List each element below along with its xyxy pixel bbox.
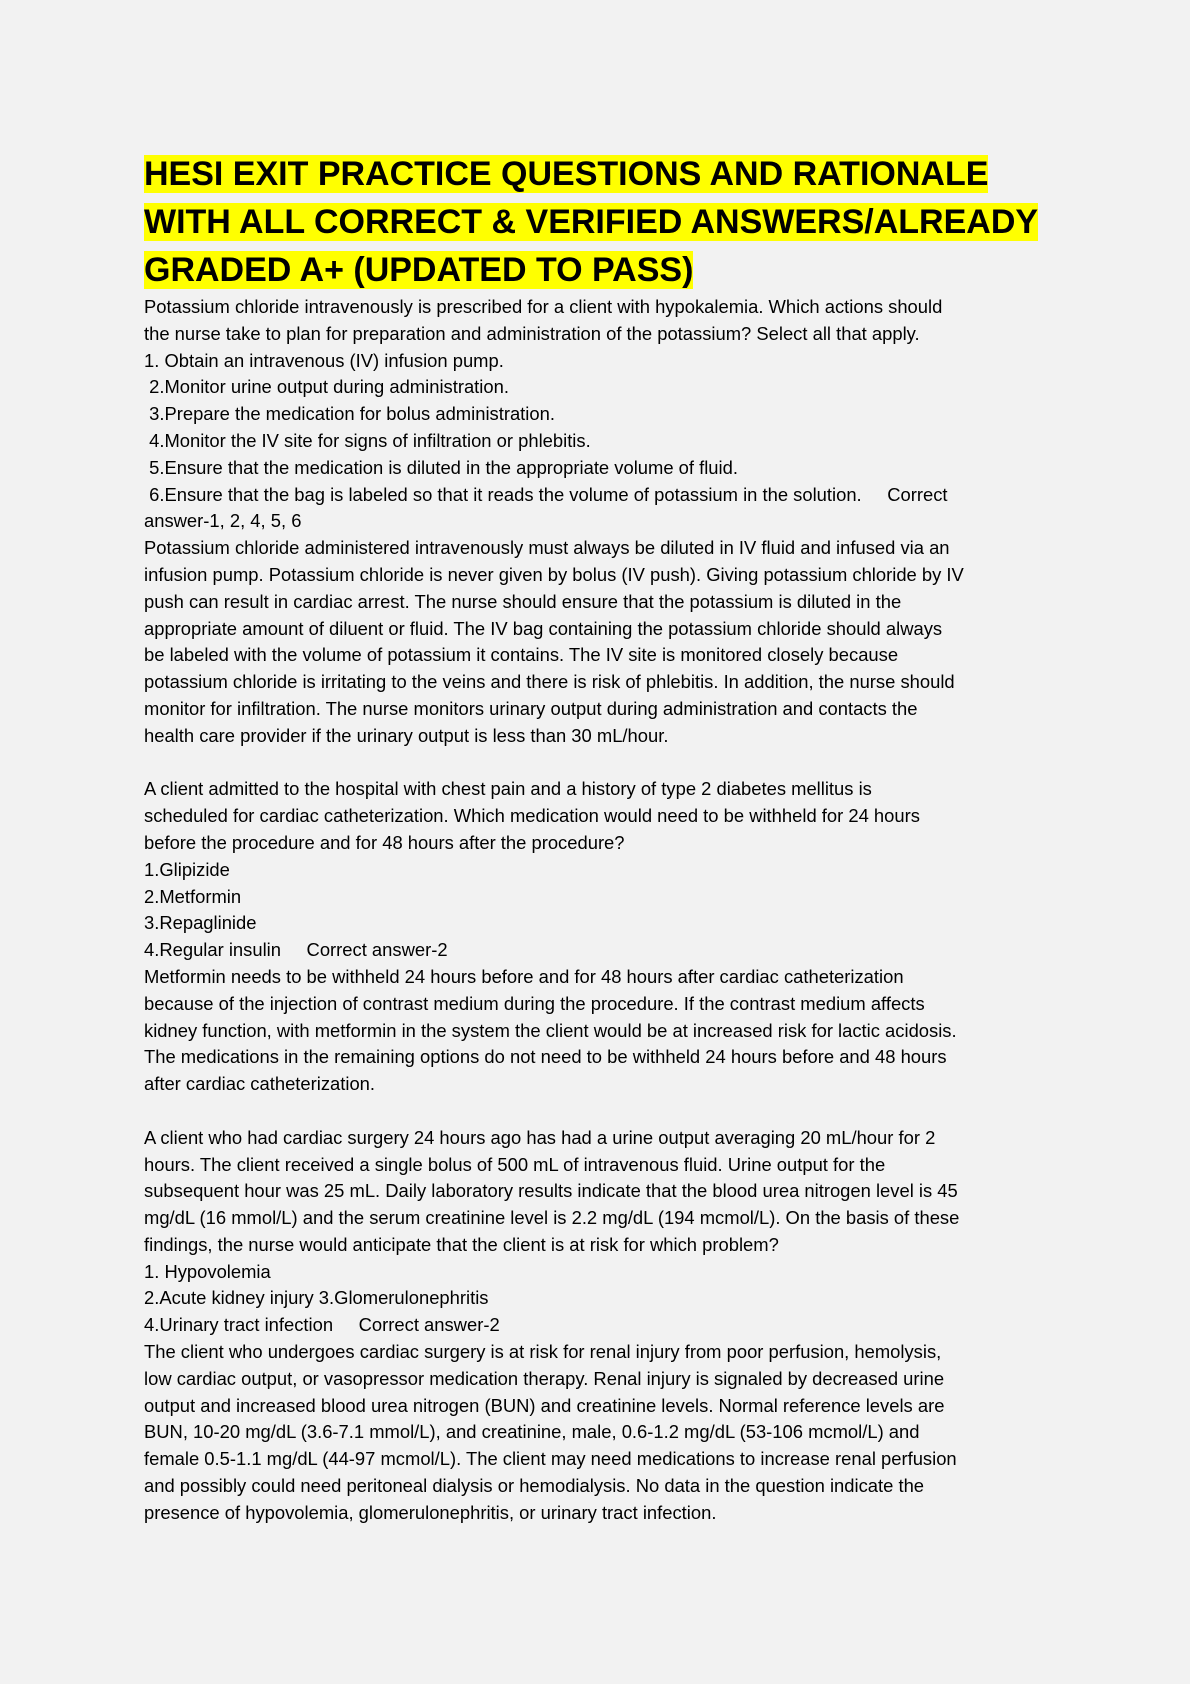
q3-rationale: female 0.5-1.1 mg/dL (44-97 mcmol/L). The client may need medications to increase renal perfusion — [144, 1448, 957, 1470]
q1-rationale: infusion pump. Potassium chloride is never given by bolus (IV push). Giving potassium chloride by IV — [144, 563, 964, 585]
q1-option: 5.Ensure that the medication is diluted in the appropriate volume of fluid. — [144, 456, 738, 478]
q3-rationale: low cardiac output, or vasopressor medication therapy. Renal injury is signaled by decreased urine — [144, 1367, 945, 1389]
question-3-block — [144, 1125, 1064, 1527]
title-line-1: HESI EXIT PRACTICE QUESTIONS AND RATIONALE — [144, 155, 989, 193]
q2-rationale: kidney function, with metformin in the system the client would be at increased risk for lactic acidosis. — [144, 1019, 957, 1041]
q1-option: 2.Monitor urine output during administration. — [144, 376, 509, 398]
q2-rationale: because of the injection of contrast medium during the procedure. If the contrast medium affects — [144, 992, 925, 1014]
q3-rationale: output and increased blood urea nitrogen (BUN) and creatinine levels. Normal reference levels are — [144, 1394, 945, 1416]
q3-line: findings, the nurse would anticipate that the client is at risk for which problem? — [144, 1233, 779, 1255]
q1-rationale: Potassium chloride administered intravenously must always be diluted in IV fluid and infused via an — [144, 537, 950, 559]
q2-rationale: Metformin needs to be withheld 24 hours before and for 48 hours after cardiac catheterization — [144, 965, 904, 987]
question-2-block — [144, 776, 1064, 1098]
q1-rationale: appropriate amount of diluent or fluid. The IV bag containing the potassium chloride should always — [144, 617, 943, 639]
q2-option: 1.Glipizide — [144, 858, 230, 880]
q2-option: 2.Metformin — [144, 885, 242, 907]
q1-rationale: potassium chloride is irritating to the veins and there is risk of phlebitis. In addition, the nurse should — [144, 671, 955, 693]
q1-line: the nurse take to plan for preparation and administration of the potassium? Select all that apply. — [144, 322, 920, 344]
q1-option: 3.Prepare the medication for bolus administration. — [144, 403, 555, 425]
q3-line: A client who had cardiac surgery 24 hours ago has had a urine output averaging 20 mL/hour for 2 — [144, 1126, 936, 1148]
q2-line: A client admitted to the hospital with chest pain and a history of type 2 diabetes mellitus is — [144, 778, 872, 800]
q1-rationale: push can result in cardiac arrest. The nurse should ensure that the potassium is diluted in the — [144, 590, 902, 612]
q3-answer: 4.Urinary tract infection Correct answer-2 — [144, 1314, 500, 1336]
paragraph-gap — [144, 750, 1064, 777]
q3-line: mg/dL (16 mmol/L) and the serum creatinine level is 2.2 mg/dL (194 mcmol/L). On the basis of these — [144, 1207, 960, 1229]
q2-rationale: The medications in the remaining options do not need to be withheld 24 hours before and 48 hours — [144, 1046, 947, 1068]
q3-line: hours. The client received a single bolus of 500 mL of intravenous fluid. Urine output for the — [144, 1153, 886, 1175]
q2-line: scheduled for cardiac catheterization. Which medication would need to be withheld for 24 hours — [144, 805, 920, 827]
document-title — [144, 150, 1064, 294]
q1-rationale: health care provider if the urinary output is less than 30 mL/hour. — [144, 724, 669, 746]
title-line-3: GRADED A+ (UPDATED TO PASS) — [144, 251, 694, 289]
q3-rationale: presence of hypovolemia, glomerulonephritis, or urinary tract infection. — [144, 1501, 717, 1523]
q1-option: 1. Obtain an intravenous (IV) infusion pump. — [144, 349, 504, 371]
q3-rationale: and possibly could need peritoneal dialysis or hemodialysis. No data in the question indicate the — [144, 1475, 925, 1497]
q2-rationale: after cardiac catheterization. — [144, 1073, 376, 1095]
q2-option: 3.Repaglinide — [144, 912, 257, 934]
q1-rationale: be labeled with the volume of potassium it contains. The IV site is monitored closely because — [144, 644, 899, 666]
q3-rationale: BUN, 10-20 mg/dL (3.6-7.1 mmol/L), and creatinine, male, 0.6-1.2 mg/dL (53-106 mcmol/L) and — [144, 1421, 920, 1443]
q3-option: 2.Acute kidney injury 3.Glomerulonephritis — [144, 1287, 489, 1309]
document-content — [144, 150, 1064, 1527]
paragraph-gap — [144, 1098, 1064, 1125]
question-1-block — [144, 294, 1064, 750]
q1-option: 4.Monitor the IV site for signs of infiltration or phlebitis. — [144, 429, 591, 451]
q3-line: subsequent hour was 25 mL. Daily laboratory results indicate that the blood urea nitrogen level is 45 — [144, 1180, 958, 1202]
q3-option: 1. Hypovolemia — [144, 1260, 271, 1282]
q1-option: 6.Ensure that the bag is labeled so that it reads the volume of potassium in the solution. Correct — [144, 483, 948, 505]
q3-rationale: The client who undergoes cardiac surgery is at risk for renal injury from poor perfusion, hemolysis, — [144, 1341, 942, 1363]
q2-line: before the procedure and for 48 hours after the procedure? — [144, 831, 625, 853]
q1-line: Potassium chloride intravenously is prescribed for a client with hypokalemia. Which actions should — [144, 296, 943, 317]
title-line-2: WITH ALL CORRECT & VERIFIED ANSWERS/ALREADY — [144, 203, 1039, 241]
q1-answer: answer-1, 2, 4, 5, 6 — [144, 510, 302, 532]
q1-rationale: monitor for infiltration. The nurse monitors urinary output during administration and contacts the — [144, 697, 918, 719]
q2-answer: 4.Regular insulin Correct answer-2 — [144, 939, 448, 961]
